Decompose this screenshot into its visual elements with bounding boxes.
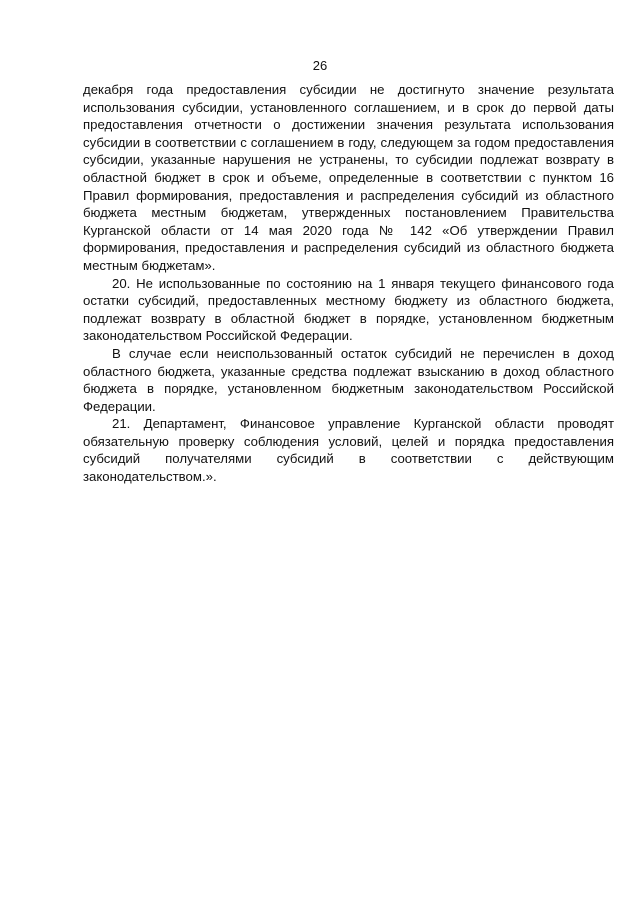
paragraph-continuation: декабря года предоставления субсидии не достигнуто значение результата использования субсидии, установленного соглашением, и в срок до первой даты предоставления отчетности о достижении значения результата использования субсидии в соответствии с соглашением в году, следующем за годом предоставления субсидии, указанные нарушения не устранены, то субсидии подлежат возврату в областной бюджет в срок и объеме, определенные в соответствии с пунктом 16 Правил формирования, предоставления и распределения субсидий из областного бюджета местным бюджетам, утвержденных постановлением Правительства Курганской области от 14 мая 2020 года № 142 «Об утверждении Правил формирования, предоставления и распределения субсидий из областного бюджета местным бюджетам». <box>83 82 614 273</box>
paragraph-item-20: 20. Не использованные по состоянию на 1 января текущего финансового года остатки субсидий, предоставленных местному бюджету из областного бюджета, подлежат возврату в областной бюджет в порядке, установленном бюджетным законодательством Российской Федерации. <box>83 275 614 344</box>
paragraph-item-21: 21. Департамент, Финансовое управление Курганской области проводят обязательную проверку соблюдения условий, целей и порядка предоставления субсидий получателями субсидий в соответствии с действующим законодательством.». <box>83 416 614 485</box>
page-number: 26 <box>312 58 328 73</box>
document-body <box>83 81 614 486</box>
paragraph-recovery: В случае если неиспользованный остаток субсидий не перечислен в доход областного бюджета, указанные средства подлежат взысканию в доход областного бюджета в порядке, установленном бюджетным законодательством Российской Федерации. <box>83 345 614 414</box>
